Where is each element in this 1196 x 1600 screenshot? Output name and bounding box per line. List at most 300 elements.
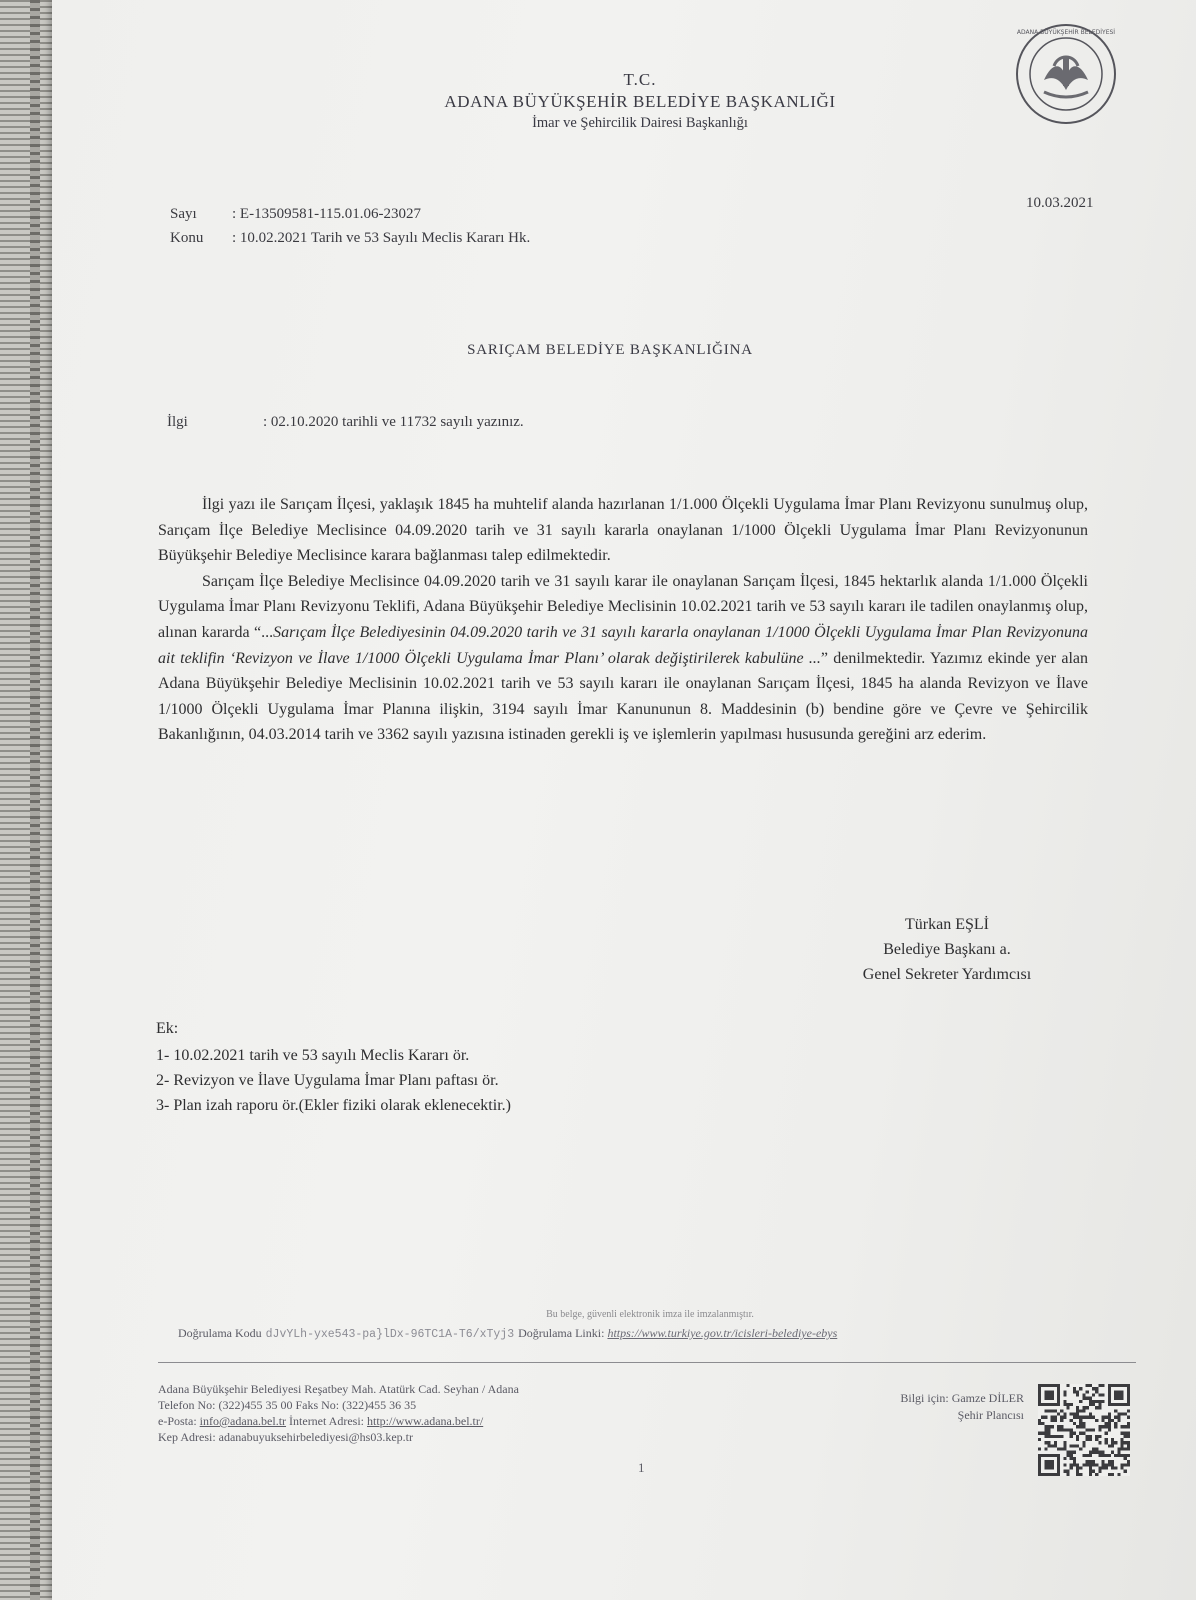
qr-module xyxy=(1048,1444,1051,1447)
konu-value: : 10.02.2021 Tarih ve 53 Sayılı Meclis Kararı Hk. xyxy=(232,230,531,246)
attachment-item: 3- Plan izah raporu ör.(Ekler fiziki olarak eklenecektir.) xyxy=(156,1097,511,1114)
qr-module xyxy=(1076,1425,1079,1428)
qr-module xyxy=(1092,1416,1095,1419)
qr-module xyxy=(1063,1470,1066,1473)
qr-module xyxy=(1054,1441,1057,1444)
qr-module xyxy=(1089,1416,1092,1419)
qr-module xyxy=(1067,1454,1070,1457)
email-link[interactable]: info@adana.bel.tr xyxy=(199,1414,287,1428)
qr-module xyxy=(1098,1400,1101,1403)
qr-module xyxy=(1092,1460,1095,1463)
letterhead xyxy=(390,70,890,132)
qr-module xyxy=(1048,1428,1051,1431)
qr-module xyxy=(1051,1409,1054,1412)
qr-module xyxy=(1098,1403,1101,1406)
qr-module xyxy=(1063,1390,1066,1393)
qr-module xyxy=(1051,1419,1054,1422)
qr-module xyxy=(1108,1428,1111,1431)
qr-module xyxy=(1120,1444,1123,1447)
qr-module xyxy=(1092,1451,1095,1454)
qr-module xyxy=(1044,1409,1047,1412)
qr-module xyxy=(1076,1466,1079,1469)
qr-module xyxy=(1076,1473,1079,1476)
qr-module xyxy=(1082,1454,1085,1457)
qr-module xyxy=(1086,1416,1089,1419)
qr-module xyxy=(1057,1425,1060,1428)
qr-module xyxy=(1076,1444,1079,1447)
qr-module xyxy=(1108,1444,1111,1447)
qr-module xyxy=(1086,1435,1089,1438)
signer-title-2: Genel Sekreter Yardımcısı xyxy=(862,966,1032,983)
qr-module xyxy=(1101,1419,1104,1422)
qr-module xyxy=(1048,1409,1051,1412)
qr-module xyxy=(1101,1451,1104,1454)
qr-module xyxy=(1079,1432,1082,1435)
qr-module xyxy=(1073,1390,1076,1393)
qr-module xyxy=(1108,1425,1111,1428)
qr-module xyxy=(1098,1441,1101,1444)
qr-module xyxy=(1124,1454,1127,1457)
qr-module xyxy=(1114,1409,1117,1412)
qr-module xyxy=(1060,1416,1063,1419)
qr-module xyxy=(1092,1387,1095,1390)
qr-module xyxy=(1054,1419,1057,1422)
qr-module xyxy=(1111,1466,1114,1469)
qr-module xyxy=(1101,1463,1104,1466)
qr-module xyxy=(1082,1394,1085,1397)
qr-module xyxy=(1054,1416,1057,1419)
qr-module xyxy=(1076,1438,1079,1441)
qr-module xyxy=(1105,1422,1108,1425)
web-link[interactable]: http://www.adana.bel.tr/ xyxy=(367,1414,484,1428)
qr-module xyxy=(1105,1416,1108,1419)
qr-module xyxy=(1086,1384,1089,1387)
qr-module xyxy=(1108,1463,1111,1466)
spiral-binding xyxy=(0,0,60,1600)
qr-module xyxy=(1054,1435,1057,1438)
qr-module xyxy=(1073,1457,1076,1460)
qr-module xyxy=(1044,1447,1047,1450)
qr-module xyxy=(1095,1451,1098,1454)
qr-module xyxy=(1073,1432,1076,1435)
qr-module xyxy=(1076,1463,1079,1466)
qr-module xyxy=(1089,1451,1092,1454)
qr-module xyxy=(1101,1425,1104,1428)
qr-module xyxy=(1070,1454,1073,1457)
qr-module xyxy=(1120,1432,1123,1435)
qr-module xyxy=(1073,1463,1076,1466)
qr-module xyxy=(1095,1419,1098,1422)
qr-module xyxy=(1095,1447,1098,1450)
e-signature-note: Bu belge, güvenli elektronik imza ile imzalanmıştır. xyxy=(546,1309,754,1320)
signer-title-1: Belediye Başkanı a. xyxy=(883,941,1011,958)
attachment-item: 2- Revizyon ve İlave Uygulama İmar Planı paftası ör. xyxy=(156,1072,499,1089)
qr-module xyxy=(1076,1406,1079,1409)
qr-module xyxy=(1067,1406,1070,1409)
qr-module xyxy=(1076,1394,1079,1397)
signature-block xyxy=(818,912,1076,987)
qr-module xyxy=(1095,1387,1098,1390)
qr-module xyxy=(1073,1460,1076,1463)
footer-divider xyxy=(158,1362,1136,1363)
header-department: İmar ve Şehircilik Dairesi Başkanlığı xyxy=(532,115,748,131)
qr-module xyxy=(1070,1419,1073,1422)
qr-module xyxy=(1070,1428,1073,1431)
qr-module xyxy=(1108,1460,1111,1463)
verification-code-label: Doğrulama Kodu xyxy=(178,1326,262,1340)
qr-module xyxy=(1070,1466,1073,1469)
qr-module xyxy=(1044,1428,1047,1431)
contact-person: Bilgi için: Gamze DİLER xyxy=(900,1391,1024,1405)
qr-module xyxy=(1073,1387,1076,1390)
qr-module xyxy=(1076,1413,1079,1416)
qr-module xyxy=(1060,1447,1063,1450)
document-date: 10.03.2021 xyxy=(1026,195,1094,211)
qr-module xyxy=(1063,1416,1066,1419)
qr-module xyxy=(1067,1451,1070,1454)
qr-module xyxy=(1092,1470,1095,1473)
qr-module xyxy=(1124,1425,1127,1428)
verification-line: Doğrulama Kodu dJvYLh-yxe543-pa}lDx-96TC1A-T6/xTyj3 Doğrulama Linki: https://www.turkiye.gov.tr/icisleri-belediye-ebys xyxy=(178,1326,838,1341)
page-number: 1 xyxy=(638,1460,645,1475)
qr-module xyxy=(1120,1447,1123,1450)
qr-module xyxy=(1051,1416,1054,1419)
qr-module xyxy=(1111,1441,1114,1444)
verification-link-label: Doğrulama Linki xyxy=(518,1326,602,1340)
qr-module xyxy=(1120,1454,1123,1457)
qr-module xyxy=(1114,1441,1117,1444)
qr-module xyxy=(1082,1406,1085,1409)
qr-module xyxy=(1114,1422,1117,1425)
qr-module xyxy=(1095,1406,1098,1409)
qr-module xyxy=(1063,1394,1066,1397)
attachment-item: 1- 10.02.2021 tarih ve 53 sayılı Meclis Kararı ör. xyxy=(156,1047,470,1064)
qr-module xyxy=(1127,1409,1130,1412)
qr-module xyxy=(1082,1441,1085,1444)
qr-module xyxy=(1086,1438,1089,1441)
qr-module xyxy=(1127,1422,1130,1425)
qr-module xyxy=(1124,1463,1127,1466)
qr-module xyxy=(1063,1441,1066,1444)
sayi-value: : E-13509581-115.01.06-23027 xyxy=(232,206,422,222)
qr-module xyxy=(1057,1435,1060,1438)
qr-module xyxy=(1038,1432,1041,1435)
qr-module xyxy=(1089,1397,1092,1400)
qr-module xyxy=(1089,1473,1092,1476)
qr-module xyxy=(1079,1409,1082,1412)
qr-module xyxy=(1070,1444,1073,1447)
paragraph-2-quote: Sarıçam İlçe Belediyesinin 04.09.2020 tarih ve 31 sayılı kararla onaylanan 1/1000 Ölçekli Uygulama İmar Plan Revizyonuna ait teklifin ‘Revizyon ve İlave 1/1000 Ölçekli Uygulama İmar Planı’ olarak değiştirilerek kabulüne ... xyxy=(158,623,1088,667)
qr-module xyxy=(1079,1473,1082,1476)
qr-module xyxy=(1089,1400,1092,1403)
qr-module xyxy=(1067,1470,1070,1473)
qr-module xyxy=(1127,1454,1130,1457)
qr-module xyxy=(1073,1422,1076,1425)
qr-module xyxy=(1044,1435,1047,1438)
qr-module xyxy=(1111,1451,1114,1454)
qr-module xyxy=(1063,1400,1066,1403)
qr-module xyxy=(1117,1416,1120,1419)
qr-module xyxy=(1067,1403,1070,1406)
qr-module xyxy=(1117,1413,1120,1416)
qr-module xyxy=(1082,1416,1085,1419)
qr-module xyxy=(1127,1441,1130,1444)
qr-module xyxy=(1092,1428,1095,1431)
qr-module xyxy=(1051,1425,1054,1428)
footer-kep: Kep Adresi: adanabuyuksehirbelediyesi@hs03.kep.tr xyxy=(158,1430,413,1444)
qr-module xyxy=(1114,1454,1117,1457)
qr-module xyxy=(1070,1451,1073,1454)
qr-module xyxy=(1108,1413,1111,1416)
qr-module xyxy=(1082,1422,1085,1425)
qr-module xyxy=(1120,1425,1123,1428)
qr-module xyxy=(1086,1406,1089,1409)
qr-module xyxy=(1041,1416,1044,1419)
qr-module xyxy=(1048,1435,1051,1438)
qr-module xyxy=(1044,1425,1047,1428)
qr-module xyxy=(1060,1428,1063,1431)
seal-text: ADANA BÜYÜKŞEHİR BELEDİYESİ xyxy=(1016,29,1116,36)
paragraph-2-rest: ” denilmektedir. Yazımız ekinde yer alan Adana Büyükşehir Belediye Meclisinin 10.02.2021 tarih ve 53 sayılı kararı ile onaylanan Sarıçam İlçesi, 1845 ha alanda Revizyon ve İlave 1/1000 Ölçekli Uygulama İmar Planına ilişkin, 3194 sayılı İmar Kanununun 8. Maddesinin (b) bendine göre ve Çevre ve Şehircilik Bakanlığının, 04.03.2014 tarih ve 3362 sayılı yazısına istinaden gerekli iş ve işlemlerin yapılması hususunda gereğini arz ederim. xyxy=(158,649,1088,744)
header-institution: ADANA BÜYÜKŞEHİR BELEDİYE BAŞKANLIĞI xyxy=(444,92,836,111)
qr-module xyxy=(1082,1444,1085,1447)
qr-module xyxy=(1098,1394,1101,1397)
konu-label: Konu xyxy=(170,230,204,246)
qr-module xyxy=(1082,1432,1085,1435)
qr-module xyxy=(1038,1419,1041,1422)
qr-module xyxy=(1073,1416,1076,1419)
qr-module xyxy=(1089,1460,1092,1463)
qr-module xyxy=(1086,1428,1089,1431)
qr-code-icon xyxy=(1038,1384,1130,1476)
attachments-label: Ek: xyxy=(156,1020,179,1037)
qr-module xyxy=(1089,1413,1092,1416)
qr-module xyxy=(1111,1473,1114,1476)
footer-phone: Telefon No: (322)455 35 00 Faks No: (322)455 36 35 xyxy=(158,1398,417,1412)
attachments xyxy=(156,1016,511,1118)
qr-module xyxy=(1127,1463,1130,1466)
qr-module xyxy=(1101,1454,1104,1457)
web-label: İnternet Adresi: xyxy=(289,1414,365,1428)
qr-module xyxy=(1063,1447,1066,1450)
qr-module xyxy=(1089,1438,1092,1441)
qr-module xyxy=(1044,1441,1047,1444)
qr-module xyxy=(1108,1416,1111,1419)
qr-module xyxy=(1114,1425,1117,1428)
qr-module xyxy=(1067,1384,1070,1387)
qr-module xyxy=(1108,1422,1111,1425)
qr-module xyxy=(1076,1470,1079,1473)
contact-info xyxy=(852,1390,1024,1424)
qr-module xyxy=(1117,1447,1120,1450)
qr-module xyxy=(1120,1413,1123,1416)
verification-link[interactable]: https://www.turkiye.gov.tr/icisleri-belediye-ebys xyxy=(607,1326,838,1340)
qr-module xyxy=(1057,1428,1060,1431)
paragraph-2-intro: Sarıçam İlçe Belediye Meclisince 04.09.2020 tarih ve 31 sayılı karar ile onaylanan Sarıçam İlçesi, 1845 hektarlık alanda 1/1.000 Ölçekli Uygulama İmar Planı Revizyonu Teklifi, Adana Büyükşehir Belediye Meclisinin 10.02.2021 tarih ve 53 sayılı kararı ile tadilen onaylanmış olup, alınan kararda “... xyxy=(158,572,1088,641)
qr-module xyxy=(1127,1444,1130,1447)
qr-module xyxy=(1098,1406,1101,1409)
qr-module xyxy=(1073,1451,1076,1454)
qr-module xyxy=(1111,1444,1114,1447)
qr-module xyxy=(1127,1416,1130,1419)
qr-module xyxy=(1098,1384,1101,1387)
qr-module xyxy=(1127,1447,1130,1450)
document-meta xyxy=(170,202,530,250)
qr-module xyxy=(1060,1419,1063,1422)
qr-module xyxy=(1086,1390,1089,1393)
qr-module xyxy=(1111,1419,1114,1422)
email-label: e-Posta: xyxy=(158,1414,197,1428)
qr-module xyxy=(1105,1438,1108,1441)
qr-module xyxy=(1114,1416,1117,1419)
qr-module xyxy=(1041,1422,1044,1425)
paragraph-2 xyxy=(158,569,1088,748)
qr-module xyxy=(1120,1466,1123,1469)
qr-module xyxy=(1127,1435,1130,1438)
qr-module xyxy=(1048,1425,1051,1428)
qr-module xyxy=(1098,1428,1101,1431)
qr-module xyxy=(1095,1390,1098,1393)
qr-module xyxy=(1120,1438,1123,1441)
qr-module xyxy=(1089,1384,1092,1387)
qr-module xyxy=(1095,1463,1098,1466)
qr-module xyxy=(1044,1416,1047,1419)
qr-module xyxy=(1054,1444,1057,1447)
qr-module xyxy=(1054,1409,1057,1412)
qr-module xyxy=(1076,1435,1079,1438)
qr-module xyxy=(1124,1441,1127,1444)
qr-module xyxy=(1108,1473,1111,1476)
qr-module xyxy=(1063,1428,1066,1431)
qr-module xyxy=(1073,1413,1076,1416)
qr-module xyxy=(1079,1387,1082,1390)
qr-module xyxy=(1124,1470,1127,1473)
qr-module xyxy=(1079,1466,1082,1469)
qr-module xyxy=(1067,1428,1070,1431)
qr-module xyxy=(1038,1422,1041,1425)
qr-module xyxy=(1079,1419,1082,1422)
signer-name: Türkan EŞLİ xyxy=(905,916,989,933)
qr-module xyxy=(1095,1435,1098,1438)
qr-module xyxy=(1082,1409,1085,1412)
spiral-coil xyxy=(30,0,40,1600)
footer-address-block xyxy=(158,1381,519,1445)
paragraph-1: İlgi yazı ile Sarıçam İlçesi, yaklaşık 1845 ha muhtelif alanda hazırlanan 1/1.000 Ölçekli Uygulama İmar Planı Revizyonu sunulmuş olup, Sarıçam İlçe Belediye Meclisince 04.09.2020 tarih ve 31 sayılı kararla onaylanan 1/1000 Ölçekli Uygulama İmar Planı Revizyonunun Büyükşehir Belediye Meclisince karara bağlanması talep edilmektedir. xyxy=(158,496,1088,565)
qr-module xyxy=(1076,1409,1079,1412)
qr-module xyxy=(1079,1425,1082,1428)
qr-module xyxy=(1124,1447,1127,1450)
footer-address: Adana Büyükşehir Belediyesi Reşatbey Mah. Atatürk Cad. Seyhan / Adana xyxy=(158,1382,519,1396)
qr-module xyxy=(1127,1425,1130,1428)
qr-module xyxy=(1057,1413,1060,1416)
qr-module xyxy=(1060,1409,1063,1412)
qr-module xyxy=(1117,1454,1120,1457)
qr-module xyxy=(1101,1416,1104,1419)
qr-module xyxy=(1051,1435,1054,1438)
qr-module xyxy=(1114,1466,1117,1469)
qr-module xyxy=(1089,1403,1092,1406)
qr-module xyxy=(1098,1466,1101,1469)
addressee: SARIÇAM BELEDİYE BAŞKANLIĞINA xyxy=(467,342,753,358)
qr-module xyxy=(1082,1463,1085,1466)
qr-module xyxy=(1089,1428,1092,1431)
qr-module xyxy=(1070,1435,1073,1438)
qr-module xyxy=(1089,1435,1092,1438)
qr-module xyxy=(1051,1444,1054,1447)
qr-module xyxy=(1063,1444,1066,1447)
qr-module xyxy=(1063,1463,1066,1466)
qr-module xyxy=(1095,1473,1098,1476)
qr-module xyxy=(1098,1425,1101,1428)
qr-module xyxy=(1111,1463,1114,1466)
qr-module xyxy=(1101,1460,1104,1463)
qr-module xyxy=(1060,1435,1063,1438)
qr-module xyxy=(1070,1463,1073,1466)
qr-module xyxy=(1073,1444,1076,1447)
qr-module xyxy=(1076,1416,1079,1419)
qr-module xyxy=(1086,1460,1089,1463)
qr-module xyxy=(1086,1463,1089,1466)
qr-module xyxy=(1101,1466,1104,1469)
qr-module xyxy=(1044,1432,1047,1435)
qr-module xyxy=(1117,1419,1120,1422)
qr-module xyxy=(1076,1390,1079,1393)
letter-body xyxy=(158,492,1088,748)
qr-module xyxy=(1070,1413,1073,1416)
qr-module xyxy=(1111,1438,1114,1441)
qr-module xyxy=(1092,1403,1095,1406)
reference-line xyxy=(167,414,524,431)
qr-module xyxy=(1063,1413,1066,1416)
footer-email-web xyxy=(158,1413,519,1429)
qr-module xyxy=(1082,1397,1085,1400)
contact-title: Şehir Plancısı xyxy=(957,1408,1024,1422)
qr-module xyxy=(1089,1466,1092,1469)
qr-module xyxy=(1105,1441,1108,1444)
verification-code: dJvYLh-yxe543-pa}lDx-96TC1A-T6/xTyj3 xyxy=(265,1328,515,1341)
qr-module xyxy=(1105,1432,1108,1435)
qr-module xyxy=(1105,1425,1108,1428)
qr-module xyxy=(1105,1466,1108,1469)
qr-module xyxy=(1079,1447,1082,1450)
qr-module xyxy=(1070,1403,1073,1406)
qr-module xyxy=(1092,1394,1095,1397)
qr-module xyxy=(1108,1454,1111,1457)
qr-module xyxy=(1092,1463,1095,1466)
qr-module xyxy=(1105,1463,1108,1466)
qr-module xyxy=(1098,1435,1101,1438)
qr-module xyxy=(1098,1470,1101,1473)
qr-module xyxy=(1101,1400,1104,1403)
qr-module xyxy=(1092,1400,1095,1403)
qr-module xyxy=(1057,1447,1060,1450)
qr-module xyxy=(1124,1413,1127,1416)
qr-module xyxy=(1079,1400,1082,1403)
qr-module xyxy=(1086,1397,1089,1400)
qr-module xyxy=(1101,1384,1104,1387)
qr-module xyxy=(1124,1457,1127,1460)
sayi-label: Sayı xyxy=(170,206,197,222)
municipality-seal-icon xyxy=(1014,22,1118,126)
qr-module xyxy=(1063,1403,1066,1406)
qr-module xyxy=(1070,1457,1073,1460)
qr-module xyxy=(1038,1438,1041,1441)
qr-module xyxy=(1070,1432,1073,1435)
qr-module xyxy=(1120,1463,1123,1466)
qr-module xyxy=(1105,1454,1108,1457)
qr-module xyxy=(1060,1425,1063,1428)
qr-module xyxy=(1117,1451,1120,1454)
